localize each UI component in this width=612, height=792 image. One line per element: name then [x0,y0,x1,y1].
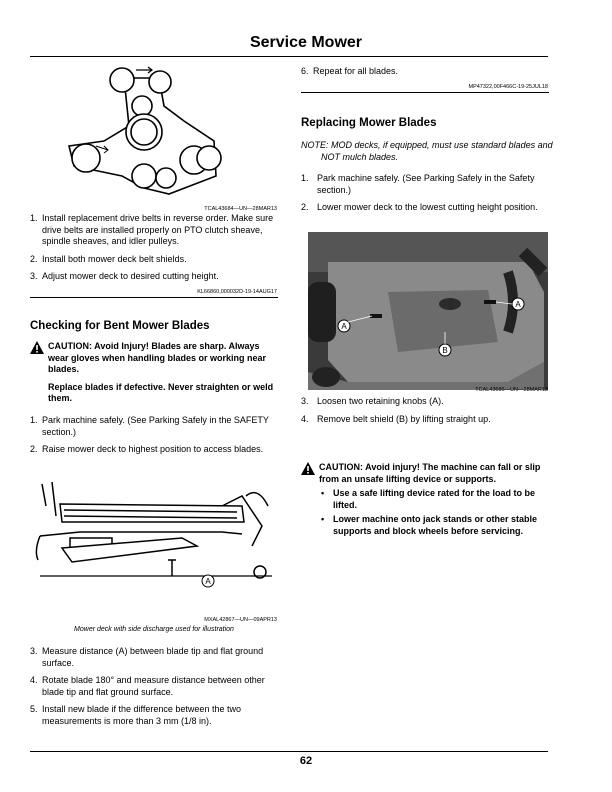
figure-reference: TCAL43684—UN—28MAR13 [204,206,277,212]
list-item: 5. Install new blade if the difference between the two measurements is more than 3 mm (1/8 in). [30,704,241,726]
list-item: • Use a safe lifting device rated for the load to be lifted. [321,488,536,510]
list-item: • Lower machine onto jack stands or other stable supports and block wheels before servicing. [321,514,538,536]
page-title: Service Mower [249,34,363,51]
caution-text: Replace blades if defective. Never straighten or weld them. [48,381,274,403]
title-rule [30,56,548,57]
section-rule [30,297,278,298]
list-item: 3. Loosen two retaining knobs (A). [301,396,444,406]
steps-list [30,213,278,289]
belt-routing-diagram [64,66,226,198]
list-item: 1. Install replacement drive belts in reverse order. Make sure drive belts are installed properly on PTO clutch sheave, spindle sheaves, and idler pulleys. [30,213,274,246]
warning-icon [30,341,48,376]
list-item: 1. Park machine safely. (See Parking Safely in the Safety section.) [301,173,535,195]
caution-block [30,341,280,405]
caution-text: CAUTION: Avoid injury! The machine can fall or slip from an unsafe lifting device or supports. [319,462,541,484]
blade-measure-diagram [32,476,278,612]
list-item: 4. Rotate blade 180° and measure distance between other blade tip and flat ground surface. [30,675,265,697]
figure-reference: TCAL43686—UN—28MAR13 [475,387,548,393]
figure-reference: MXAL42867—UN—09APR13 [204,617,277,623]
list-item: 2. Install both mower deck belt shields. [30,253,187,264]
caution-text: CAUTION: Avoid Injury! Blades are sharp. Always wear gloves when handling blades or working near blades. [48,341,267,374]
warning-icon [301,462,319,485]
section-rule [301,92,549,93]
section-title: Replacing Mower Blades [301,117,437,129]
callout-a-label: A [515,300,521,309]
callout-a-label: A [341,322,347,331]
steps-list [301,173,549,220]
callout-a-label: A [205,577,211,586]
figure-caption: Mower deck with side discharge used for illustration [74,626,234,633]
list-item: 3. Adjust mower deck to desired cutting height. [30,271,219,281]
section-title: Checking for Bent Mower Blades [30,320,210,332]
steps-list [30,415,278,462]
list-item: 2. Raise mower deck to highest position to access blades. [30,444,264,454]
steps-list [301,66,549,84]
steps-list [30,646,278,733]
list-item: 6. Repeat for all blades. [301,66,399,76]
list-item: 4. Remove belt shield (B) by lifting straight up. [301,413,491,424]
page-number: 62 [299,755,313,767]
list-item: 3. Measure distance (A) between blade tip and flat ground surface. [30,646,264,668]
footer-rule [30,751,548,752]
caution-block [301,462,551,537]
note-text: NOTE: MOD decks, if equipped, must use standard blades and NOT mulch blades. [301,140,553,162]
callout-b-label: B [442,346,448,355]
steps-list [301,396,549,431]
list-item: 2. Lower mower deck to the lowest cutting height position. [301,202,538,212]
mower-deck-photo [308,232,548,390]
document-reference: KL66860,000032D-19-14AUG17 [197,289,277,295]
list-item: 1. Park machine safely. (See Parking Safely in the SAFETY section.) [30,415,269,437]
document-reference: MP47322,00F466C-19-25JUL18 [468,84,548,90]
